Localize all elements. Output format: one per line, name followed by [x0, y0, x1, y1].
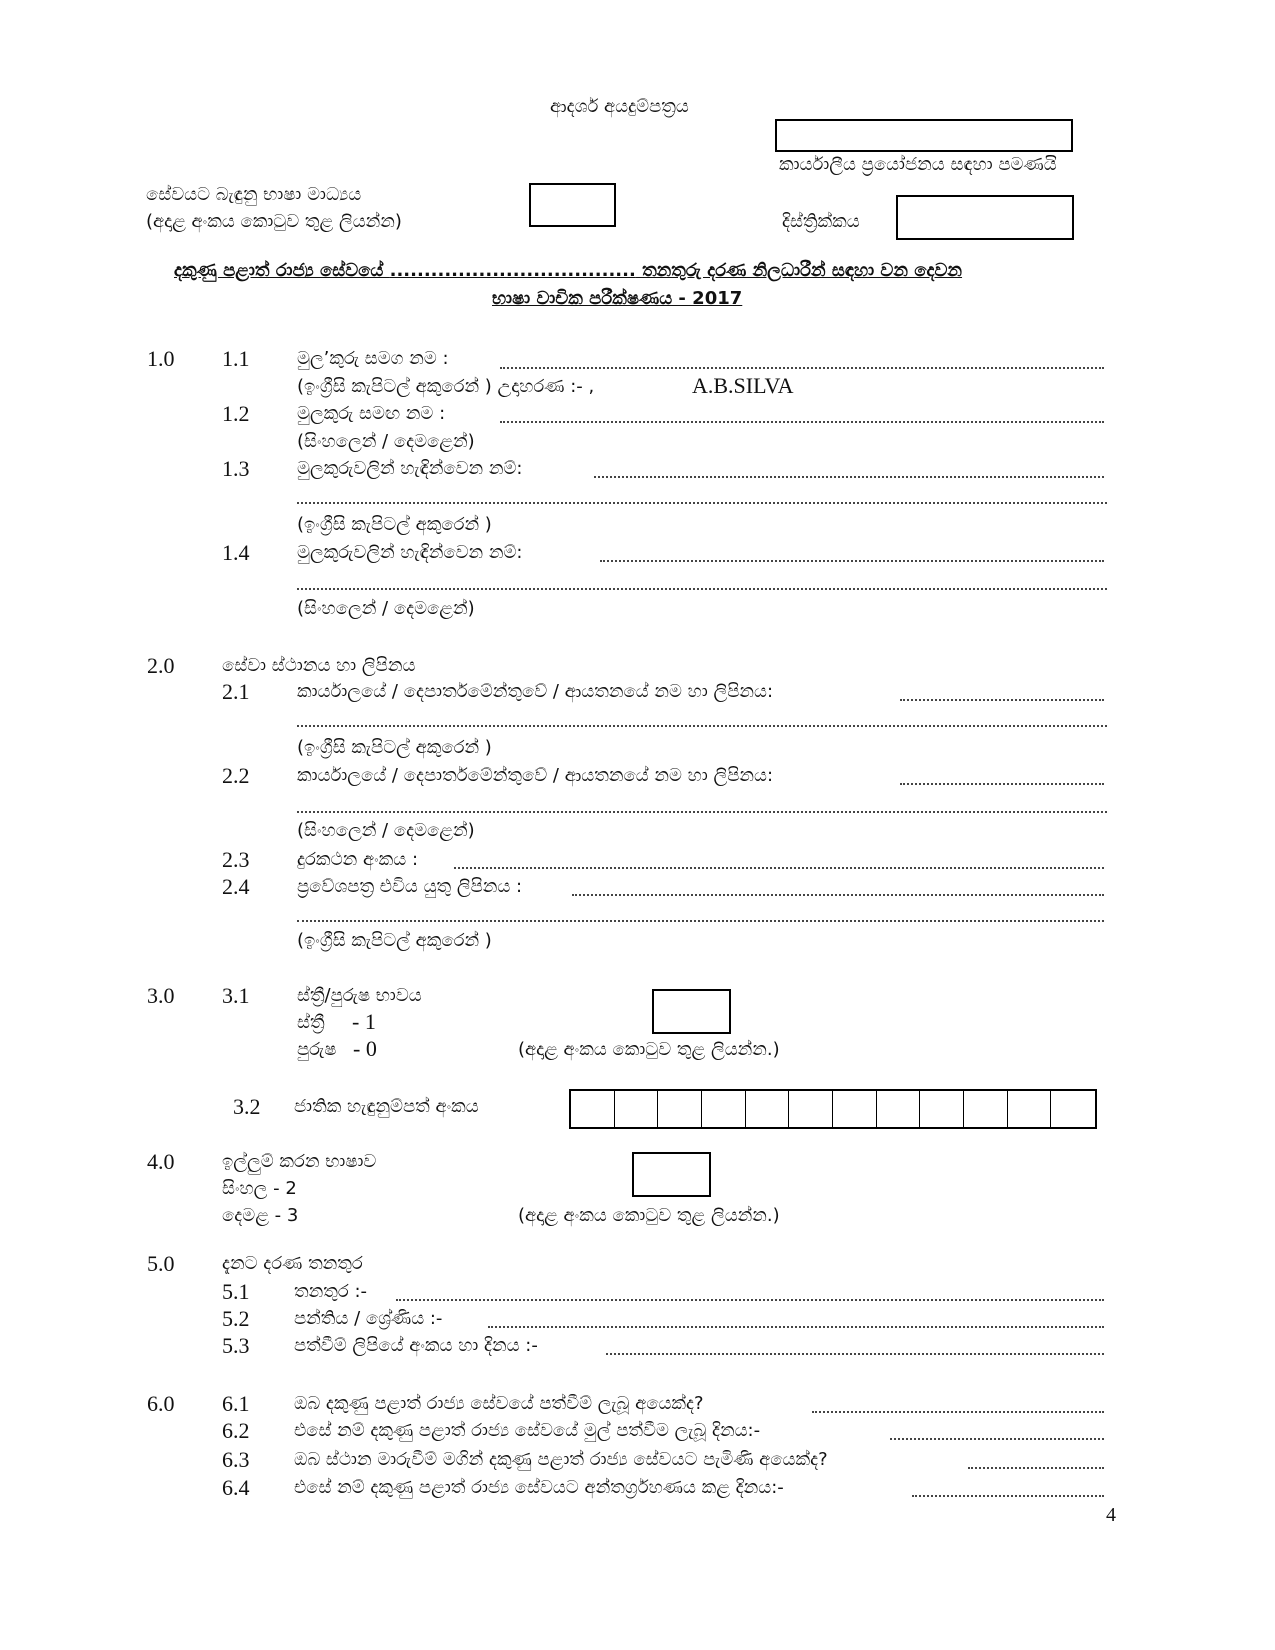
item-5-1-number: 5.1 — [222, 1279, 250, 1304]
item-1-3-field[interactable] — [594, 476, 1104, 478]
nic-digit-cell[interactable] — [964, 1091, 1008, 1127]
item-6-1-number: 6.1 — [222, 1391, 250, 1416]
nic-digit-cell[interactable] — [833, 1091, 877, 1127]
section-1-number: 1.0 — [147, 346, 175, 371]
item-5-2-number: 5.2 — [222, 1306, 250, 1331]
item-6-4-field[interactable] — [912, 1495, 1104, 1497]
language-box[interactable] — [632, 1152, 711, 1197]
heading-dots: .................................... — [389, 260, 636, 281]
item-2-4-label: ප්‍රවේශපත්‍ර එවිය යුතු ලිපිනය : — [297, 876, 523, 897]
item-2-4-number: 2.4 — [222, 874, 250, 899]
language-sinhala-option: සිංහල - 2 — [222, 1178, 297, 1199]
item-3-2-label: ජාතික හැඳුනුම්පත් අංකය — [294, 1096, 479, 1117]
nic-digit-cell[interactable] — [877, 1091, 921, 1127]
item-6-2-field[interactable] — [890, 1438, 1104, 1440]
item-2-3-number: 2.3 — [222, 847, 250, 872]
medium-box[interactable] — [529, 183, 616, 227]
form-title: ආදර්ශ අයදුම්පත්‍රය — [550, 96, 689, 117]
gender-male-code: - 0 — [353, 1036, 377, 1061]
item-5-2-field[interactable] — [488, 1326, 1104, 1328]
item-1-3-number: 1.3 — [222, 456, 250, 481]
section-5-number: 5.0 — [147, 1251, 175, 1276]
item-2-1-note: (ඉංග්‍රීසි කැපිටල් අකුරෙන් ) — [297, 737, 492, 758]
nic-digit-cell[interactable] — [702, 1091, 746, 1127]
item-1-4-field[interactable] — [600, 560, 1104, 562]
item-1-1-note: (ඉංග්‍රීසි කැපිටල් අකුරෙන් ) උදාහරණ :- , — [297, 376, 595, 397]
item-1-2-number: 1.2 — [222, 401, 250, 426]
item-2-1-field[interactable] — [900, 699, 1104, 701]
page-number: 4 — [1106, 1504, 1116, 1526]
gender-female-label: ස්ත්‍රී — [297, 1012, 325, 1033]
item-6-4-label: එසේ නම් දකුණු පළාත් රාජ්‍ය සේවයට අන්තර්ග්‍රහණය කළ දිනය:- — [294, 1477, 784, 1498]
gender-box[interactable] — [652, 989, 731, 1034]
item-6-1-field[interactable] — [812, 1411, 1104, 1413]
section-4-title: ඉල්ලුම් කරන භාෂාව — [222, 1151, 377, 1172]
office-use-box[interactable] — [775, 119, 1073, 152]
item-1-3-note: (ඉංග්‍රීසි කැපිටල් අකුරෙන් ) — [297, 514, 492, 535]
item-6-2-label: එසේ නම් දකුණු පළාත් රාජ්‍ය සේවයේ මුල් පත්වීම ලැබූ දිනය:- — [294, 1420, 761, 1441]
nic-digit-cell[interactable] — [746, 1091, 790, 1127]
item-2-2-field-line2[interactable] — [297, 811, 1107, 813]
section-3-number: 3.0 — [147, 983, 175, 1008]
section-2-number: 2.0 — [147, 653, 175, 678]
item-6-2-number: 6.2 — [222, 1418, 250, 1443]
item-2-2-label: කාර්යාලයේ / දෙපාර්තමේන්තුවේ / ආයතනයේ නම හා ලිපිනය: — [297, 765, 774, 786]
item-1-1-example: A.B.SILVA — [692, 373, 794, 398]
heading-end: තනතුරු දරණ නිලධාරීන් සඳහා වන දෙවන — [635, 260, 963, 281]
gender-male-label: පුරුෂ — [297, 1039, 337, 1060]
item-2-1-number: 2.1 — [222, 679, 250, 704]
item-2-2-number: 2.2 — [222, 763, 250, 788]
item-1-4-note: (සිංහලෙන් / දෙමළෙන්) — [297, 598, 475, 619]
item-6-3-label: ඔබ ස්ථාන මාරුවීම් මගින් දකුණු පළාත් රාජ්‍ය සේවයට පැමිණි අයෙක්ද? — [294, 1449, 828, 1470]
exam-heading-line2: භාෂා වාචික පරීක්ෂණය - 2017 — [492, 288, 743, 309]
gender-instruction: (අදාළ අංකය කොටුව තුළ ලියන්න.) — [518, 1039, 780, 1060]
district-label: දිස්ත්‍රික්කය — [782, 211, 860, 232]
district-box[interactable] — [896, 195, 1074, 240]
item-1-1-label: මුල’කුරු සමග නම : — [297, 348, 449, 369]
item-2-2-note: (සිංහලෙන් / දෙමළෙන්) — [297, 820, 475, 841]
item-2-1-label: කාර්යාලයේ / දෙපාර්තමේන්තුවේ / ආයතනයේ නම හා ලිපිනය: — [297, 681, 774, 702]
nic-digit-cell[interactable] — [920, 1091, 964, 1127]
language-instruction: (අදාළ අංකය කොටුව තුළ ලියන්න.) — [518, 1205, 780, 1226]
item-1-4-field-line2[interactable] — [297, 588, 1107, 590]
item-5-3-label: පත්වීම් ලිපියේ අංකය හා දිනය :- — [294, 1335, 538, 1356]
item-1-2-field[interactable] — [500, 421, 1104, 423]
section-6-number: 6.0 — [147, 1391, 175, 1416]
heading-start: දකුණු පළාත් රාජ්‍ය සේවයේ — [174, 260, 390, 281]
nic-digit-cell[interactable] — [789, 1091, 833, 1127]
item-2-3-label: දුරකථන අංකය : — [297, 849, 419, 870]
item-5-2-label: පන්තිය / ශ්‍රේණිය :- — [294, 1308, 443, 1329]
medium-instruction: (අදාළ අංකය කොටුව තුළ ලියන්න) — [146, 211, 402, 232]
item-2-4-field[interactable] — [572, 894, 1104, 896]
item-1-2-note: (සිංහලෙන් / දෙමළෙන්) — [297, 431, 475, 452]
medium-label: සේවයට බැඳුනු භාෂා මාධ්‍යය — [146, 184, 362, 205]
section-2-title: සේවා ස්ථානය හා ලිපිනය — [222, 655, 416, 676]
item-2-4-note: (ඉංග්‍රීසි කැපිටල් අකුරෙන් ) — [297, 930, 492, 951]
item-1-1-number: 1.1 — [222, 346, 250, 371]
item-5-1-label: තනතුර :- — [294, 1281, 368, 1302]
item-2-2-field[interactable] — [900, 783, 1104, 785]
item-1-4-label: මුලකුරුවලින් හැඳින්වෙන නම්: — [297, 542, 523, 563]
item-3-2-number: 3.2 — [233, 1094, 261, 1119]
item-6-1-label: ඔබ දකුණු පළාත් රාජ්‍ය සේවයේ පත්වීම් ලැබූ අයෙක්ද? — [294, 1393, 704, 1414]
item-6-3-field[interactable] — [968, 1467, 1104, 1469]
nic-digit-cell[interactable] — [658, 1091, 702, 1127]
office-use-label: කාර්යාලීය ප්‍රයෝජනය සඳහා පමණයි — [779, 154, 1057, 175]
section-5-title: දැනට දරණ තනතුර — [222, 1253, 363, 1274]
item-2-4-field-line2[interactable] — [297, 920, 1104, 922]
item-5-3-field[interactable] — [606, 1353, 1104, 1355]
item-1-3-label: මුලකුරුවලින් හැඳින්වෙන නම්: — [297, 458, 523, 479]
item-6-4-number: 6.4 — [222, 1475, 250, 1500]
nic-digit-cell[interactable] — [615, 1091, 659, 1127]
item-1-3-field-line2[interactable] — [297, 502, 1107, 504]
section-4-number: 4.0 — [147, 1149, 175, 1174]
item-5-3-number: 5.3 — [222, 1333, 250, 1358]
exam-heading-line1 — [174, 262, 962, 280]
item-1-1-field[interactable] — [500, 367, 1104, 369]
item-2-3-field[interactable] — [454, 867, 1104, 869]
item-1-4-number: 1.4 — [222, 540, 250, 565]
item-3-1-number: 3.1 — [222, 983, 250, 1008]
item-6-3-number: 6.3 — [222, 1447, 250, 1472]
nic-digit-cell[interactable] — [1051, 1091, 1095, 1127]
item-5-1-field[interactable] — [396, 1299, 1104, 1301]
language-tamil-option: දෙමළ - 3 — [222, 1205, 299, 1226]
gender-female-code: - 1 — [352, 1009, 376, 1034]
nic-digit-cell[interactable] — [571, 1091, 615, 1127]
item-1-2-label: මුලකුරු සමඟ නම : — [297, 403, 446, 424]
item-3-1-label: ස්ත්‍රී/පුරුෂ භාවය — [297, 985, 422, 1006]
item-2-1-field-line2[interactable] — [297, 725, 1107, 727]
nic-digit-cell[interactable] — [1008, 1091, 1052, 1127]
nic-number-grid[interactable] — [569, 1089, 1097, 1129]
